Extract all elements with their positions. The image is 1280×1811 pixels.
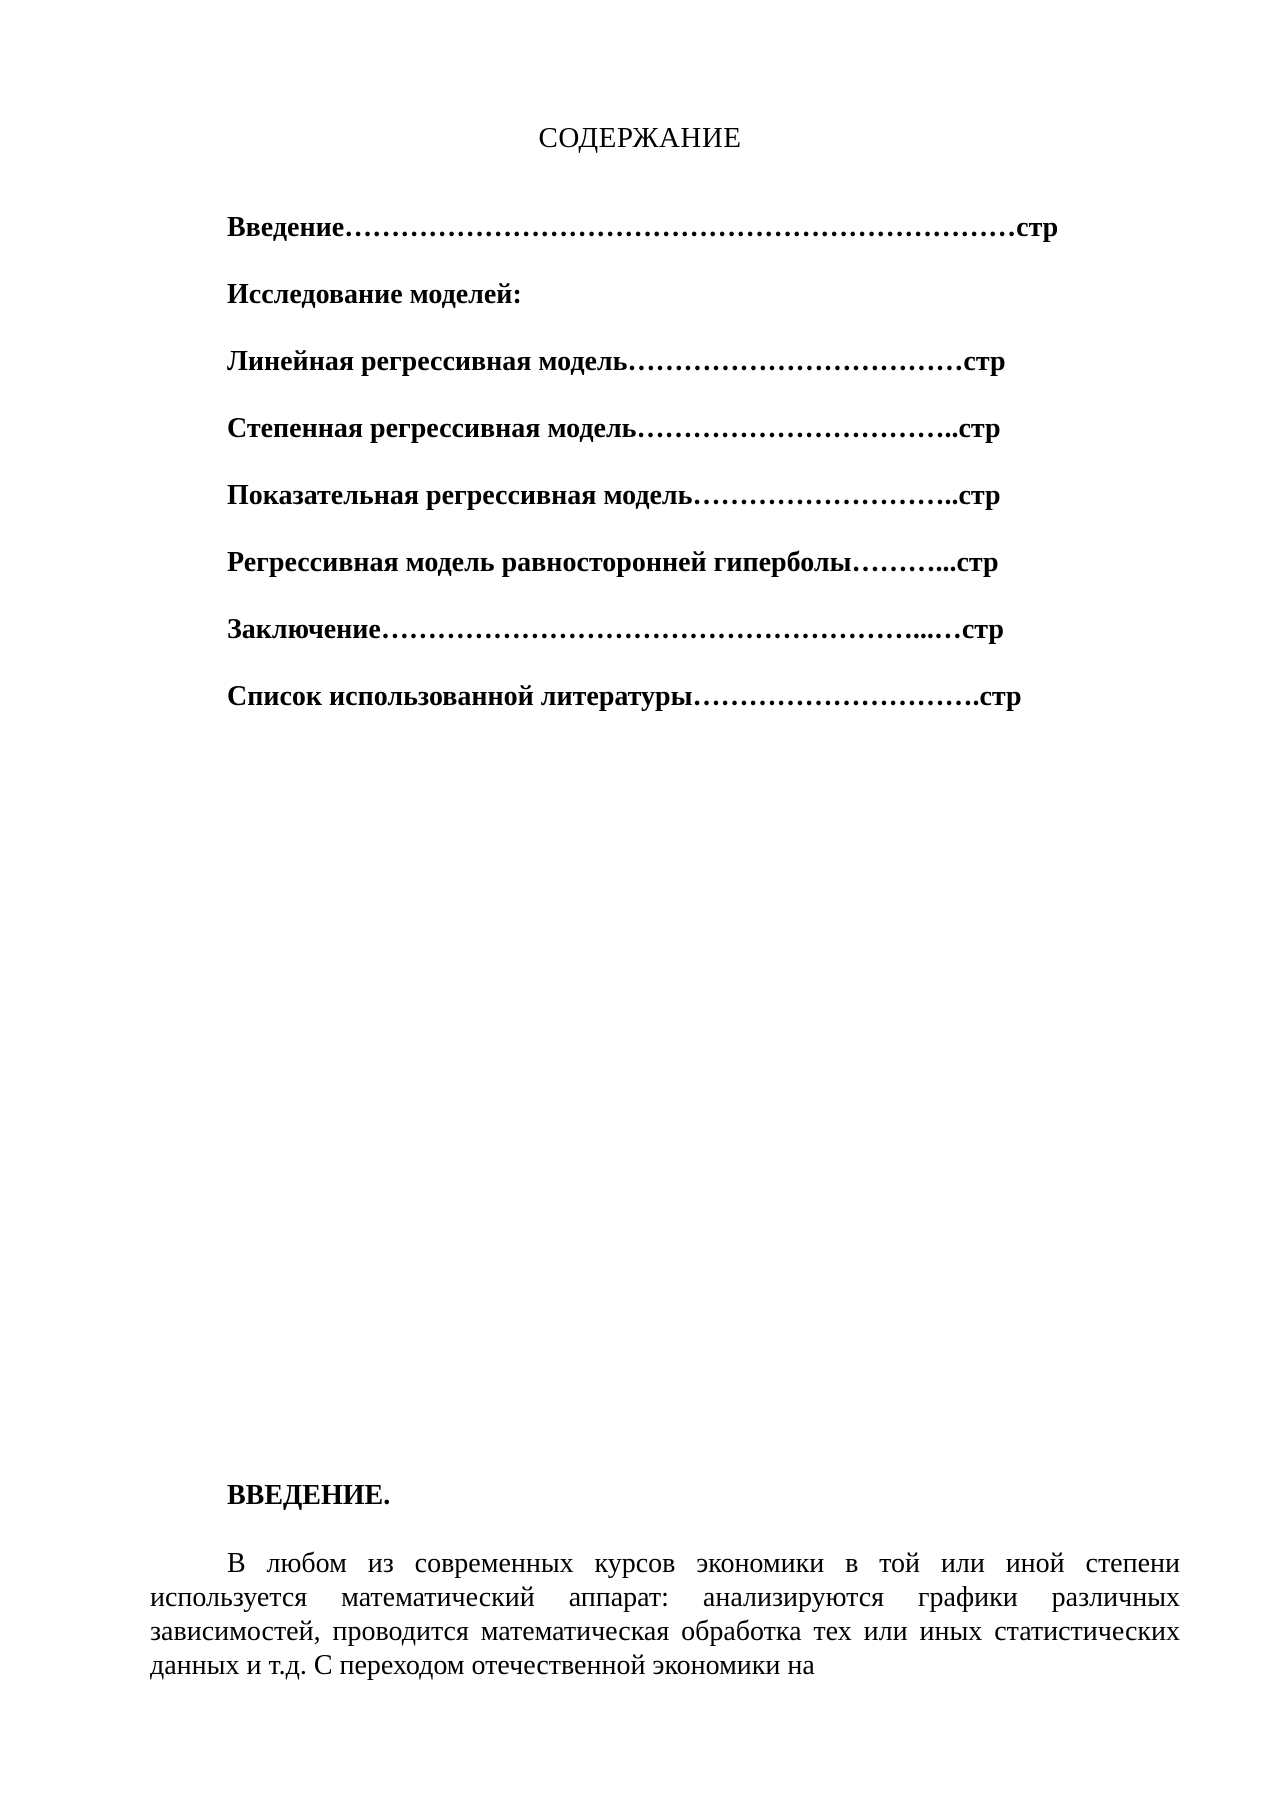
toc-entry-power-model: Степенная регрессивная модель……………………………..стр [227,413,1001,444]
introduction-heading: ВВЕДЕНИЕ. [227,1480,391,1511]
introduction-paragraph: В любом из современных курсов экономики в той или иной степени используется математический аппарат: анализируются графики различных зависимостей, проводится математическая обработка тех или иных статистических данных и т.д. С переходом отечественной экономики на [150,1548,1180,1681]
toc-entry-conclusion: Заключение…………………………………………………...…стр [227,614,1004,645]
toc-entry-references: Список использованной литературы………………………….стр [227,681,1022,712]
toc-entry-introduction: Введение………………………………………………………………стр [227,212,1059,243]
toc-title: СОДЕРЖАНИЕ [538,122,742,154]
toc-entry-hyperbola-model: Регрессивная модель равносторонней гиперболы………...стр [227,547,999,578]
toc-entry-exponential-model: Показательная регрессивная модель………………………..стр [227,480,1001,511]
toc-section-models: Исследование моделей: [227,279,522,310]
toc-entry-linear-model: Линейная регрессивная модель………………………………стр [227,346,1006,377]
